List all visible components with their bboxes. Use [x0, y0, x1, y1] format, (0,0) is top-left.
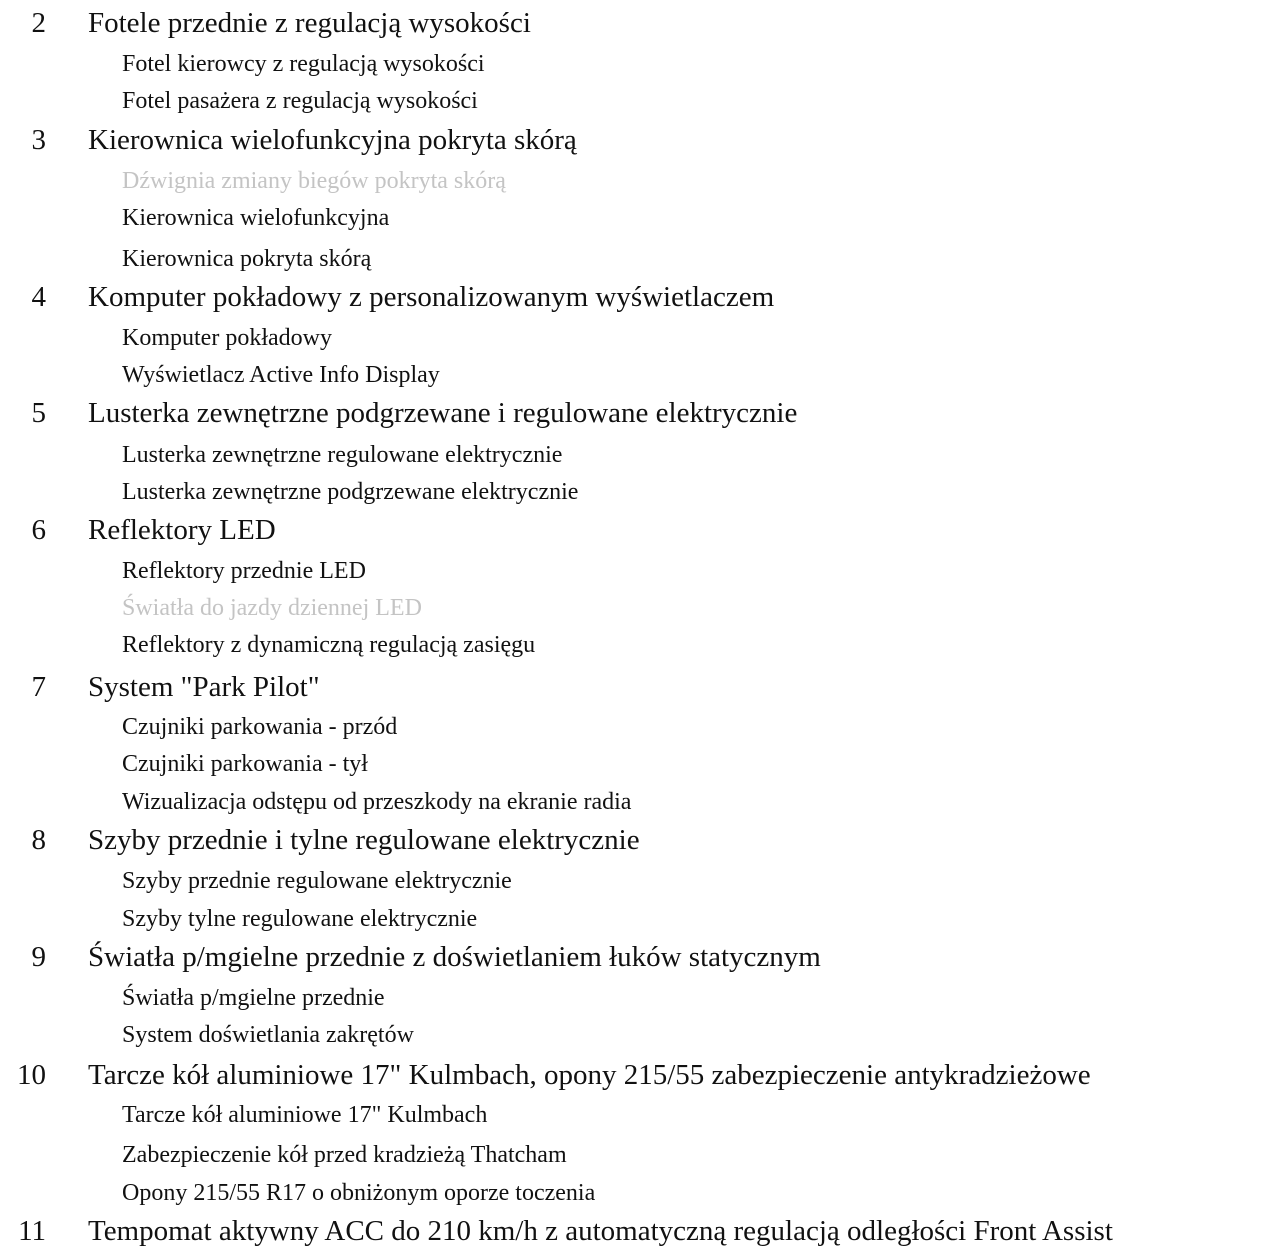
list-item: Lusterka zewnętrzne regulowane elektrycznie	[122, 442, 563, 468]
list-item: Lusterka zewnętrzne podgrzewane elektrycznie	[122, 479, 579, 505]
section-number: 3	[31, 124, 46, 156]
list-item: Reflektory przednie LED	[122, 558, 366, 584]
list-item: Wyświetlacz Active Info Display	[122, 362, 440, 388]
section-number: 10	[17, 1059, 46, 1091]
list-item: Czujniki parkowania - przód	[122, 714, 398, 740]
list-item: Wizualizacja odstępu od przeszkody na ekranie radia	[122, 789, 632, 815]
section-title: Kierownica wielofunkcyjna pokryta skórą	[88, 124, 577, 156]
section-title: Reflektory LED	[88, 514, 276, 546]
list-item: Opony 215/55 R17 o obniżonym oporze toczenia	[122, 1180, 596, 1206]
section-title: System "Park Pilot"	[88, 671, 320, 703]
list-item: Zabezpieczenie kół przed kradzieżą Thatcham	[122, 1142, 567, 1168]
list-item: Reflektory z dynamiczną regulacją zasięgu	[122, 632, 536, 658]
section-title: Tarcze kół aluminiowe 17" Kulmbach, opony 215/55 zabezpieczenie antykradzieżowe	[88, 1059, 1091, 1091]
section-number: 7	[31, 671, 46, 703]
list-item: System doświetlania zakrętów	[122, 1022, 414, 1048]
list-item: Kierownica pokryta skórą	[122, 246, 372, 272]
section-number: 9	[31, 941, 46, 973]
list-item: Fotel pasażera z regulacją wysokości	[122, 88, 478, 114]
list-item: Światła do jazdy dziennej LED	[122, 595, 422, 621]
list-item: Szyby przednie regulowane elektrycznie	[122, 868, 512, 894]
section-title: Szyby przednie i tylne regulowane elektrycznie	[88, 824, 640, 856]
list-item: Czujniki parkowania - tył	[122, 751, 368, 777]
section-title: Tempomat aktywny ACC do 210 km/h z automatyczną regulacją odległości Front Assist	[88, 1215, 1113, 1247]
list-item: Dźwignia zmiany biegów pokryta skórą	[122, 168, 506, 194]
section-number: 4	[31, 281, 46, 313]
section-title: Światła p/mgielne przednie z doświetlaniem łuków statycznym	[88, 941, 821, 973]
list-item: Kierownica wielofunkcyjna	[122, 205, 390, 231]
section-number: 8	[31, 824, 46, 856]
list-item: Światła p/mgielne przednie	[122, 985, 385, 1011]
section-number: 11	[18, 1215, 46, 1247]
list-item: Szyby tylne regulowane elektrycznie	[122, 906, 478, 932]
section-number: 2	[31, 7, 46, 39]
list-item: Tarcze kół aluminiowe 17" Kulmbach	[122, 1102, 488, 1128]
section-title: Fotele przednie z regulacją wysokości	[88, 7, 531, 39]
section-number: 5	[31, 397, 46, 429]
section-title: Lusterka zewnętrzne podgrzewane i regulowane elektrycznie	[88, 397, 798, 429]
section-number: 6	[31, 514, 46, 546]
list-item: Komputer pokładowy	[122, 325, 332, 351]
list-item: Fotel kierowcy z regulacją wysokości	[122, 51, 485, 77]
section-title: Komputer pokładowy z personalizowanym wyświetlaczem	[88, 281, 775, 313]
